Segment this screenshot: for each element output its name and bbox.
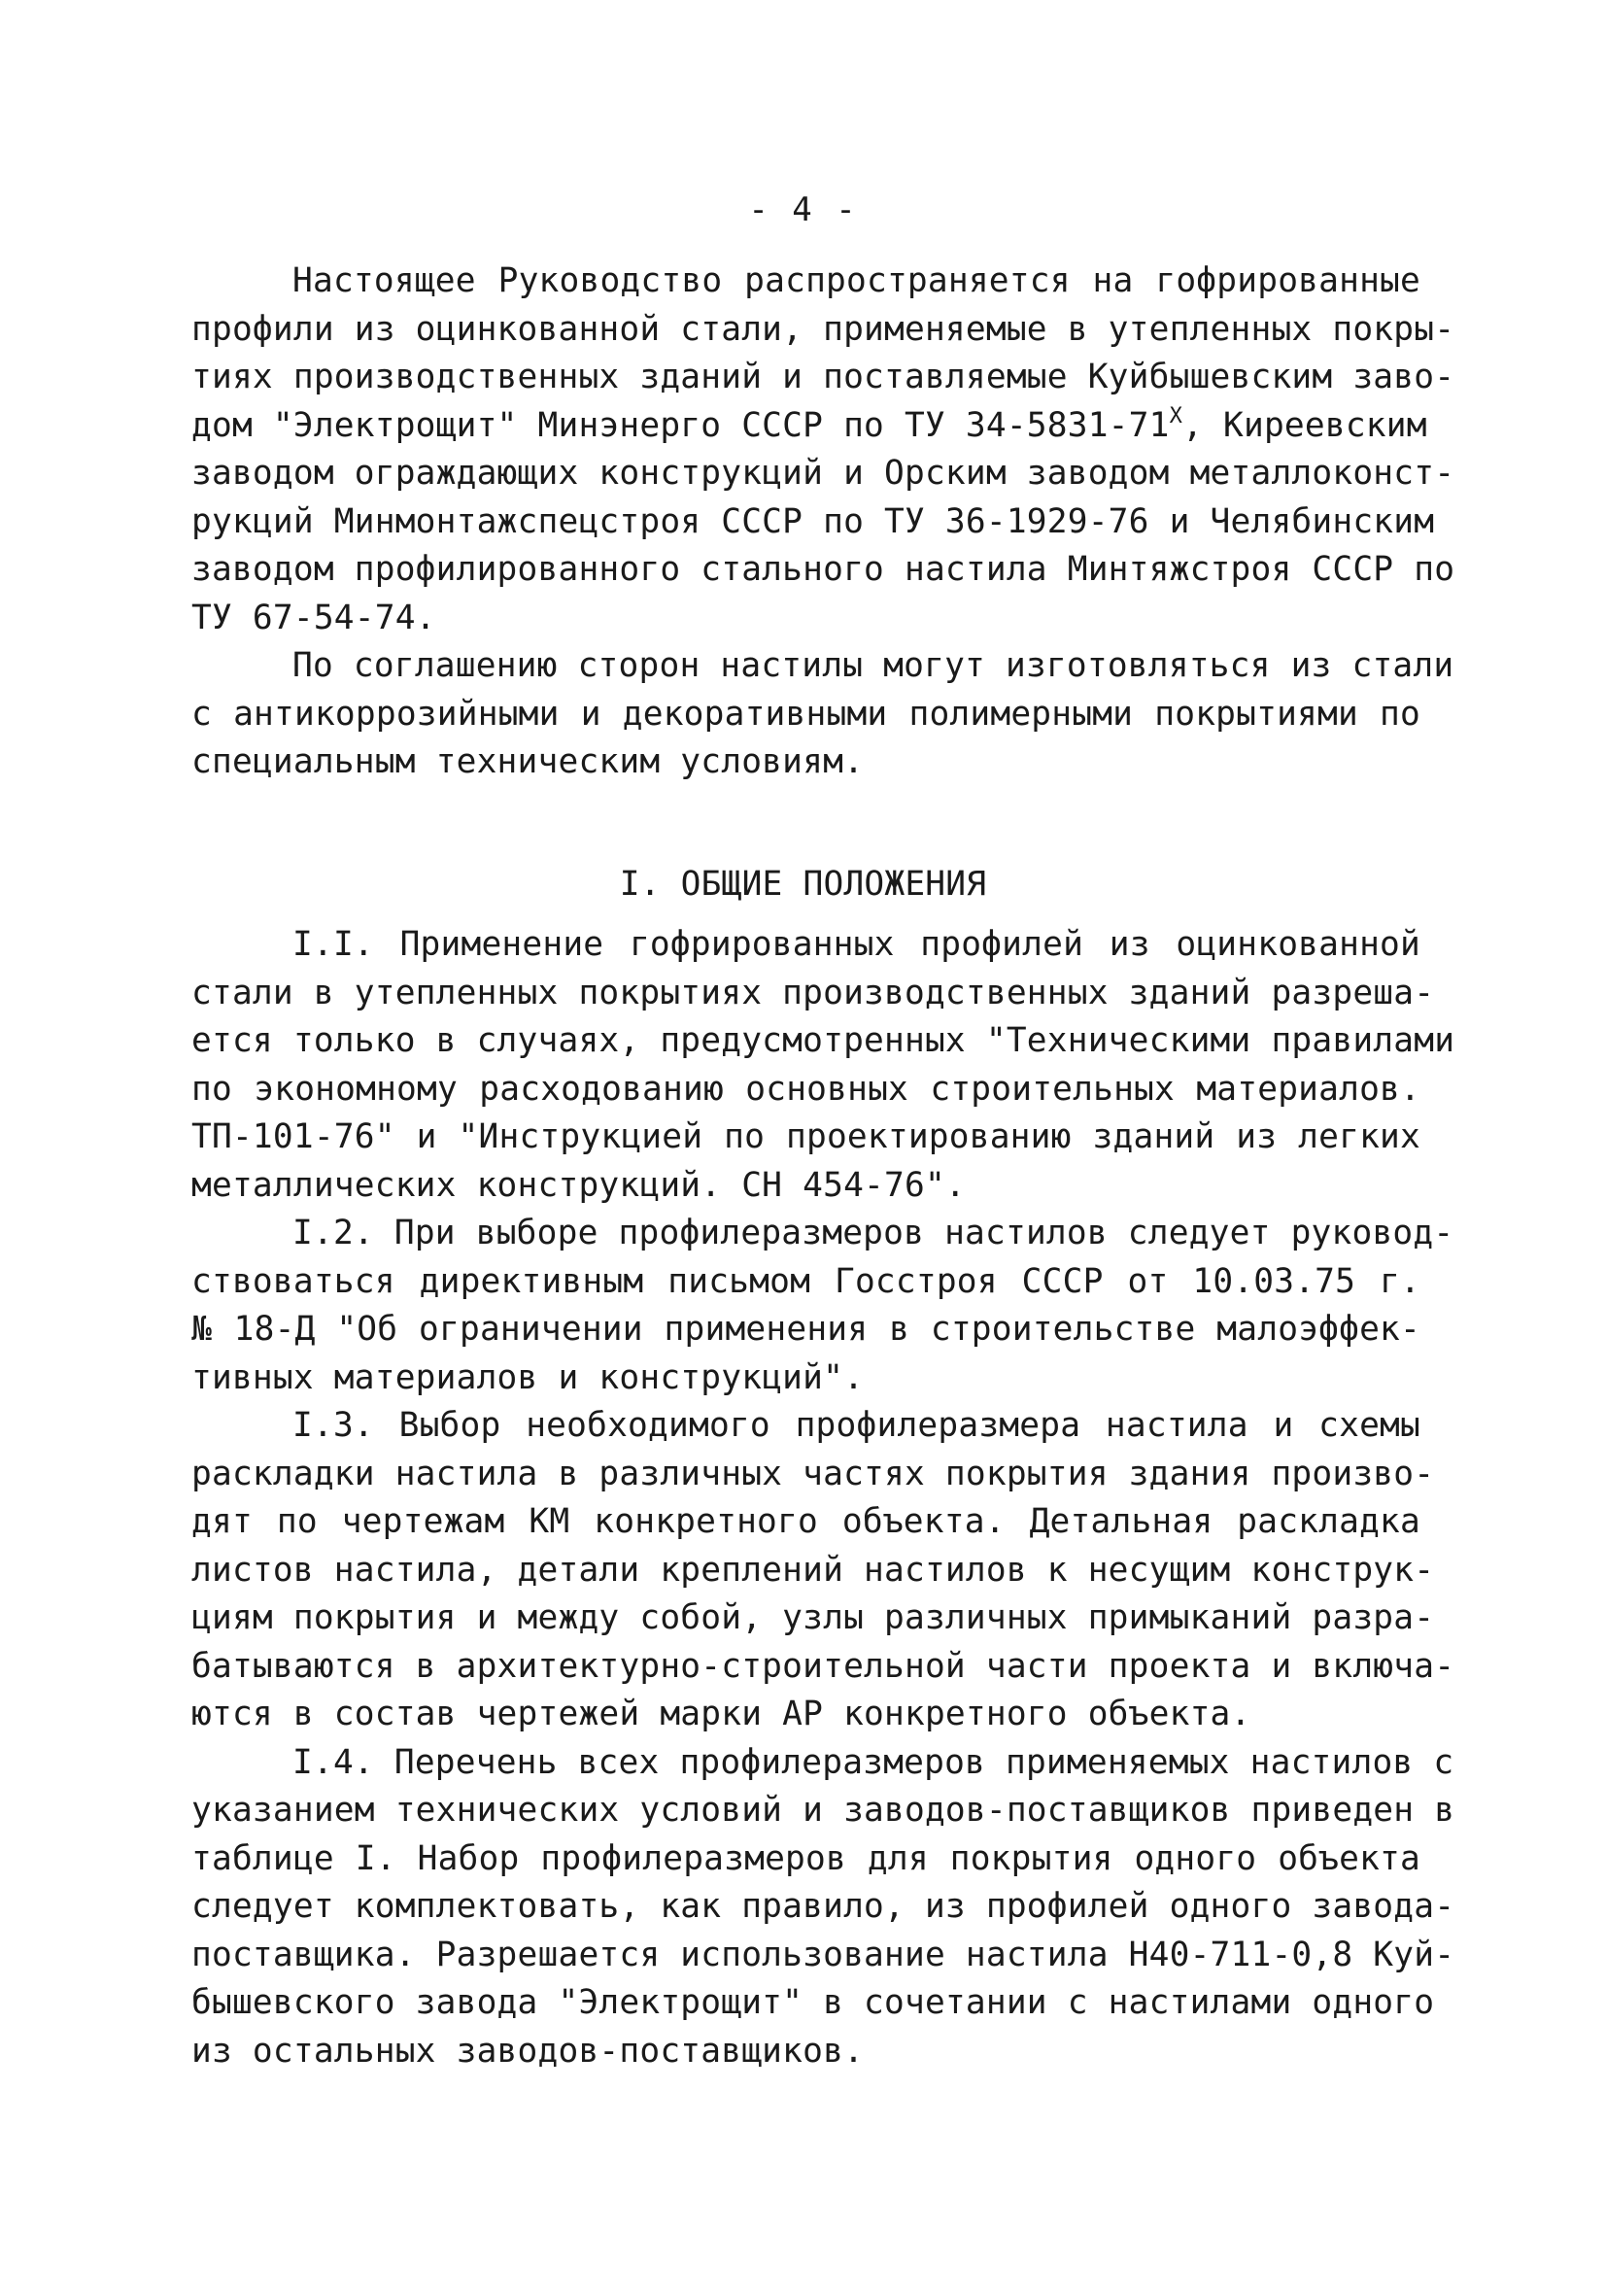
paragraph-line: I.2. При выборе профилеразмеров настилов следует руковод- [292,1214,1454,1252]
paragraph-line: ется только в случаях, предусмотренных "Техническими правилами [191,1021,1455,1060]
paragraph-line: ствоваться директивным письмом Госстроя СССР от 10.03.75 г. [191,1261,1420,1301]
intro-line: заводом профилированного стального настила Минтяжстроя СССР по [191,550,1455,589]
intro-line: профили из оцинкованной стали, применяемые в утепленных покры- [191,309,1455,349]
intro-line: Настоящее Руководство распространяется на гофрированные [292,261,1420,300]
paragraph-line: ТП-101-76" и "Инструкцией по проектированию зданий из легких [191,1117,1420,1156]
paragraph-line: следует комплектовать, как правило, из профилей одного завода- [191,1887,1455,1926]
intro-line: специальным техническим условиям. [191,742,865,781]
intro-line: с антикоррозийными и декоративными полимерными покрытиями по [191,694,1420,734]
paragraph-line: стали в утепленных покрытиях производственных зданий разреша- [191,973,1435,1012]
paragraph-line: I.4. Перечень всех профилеразмеров применяемых настилов с [292,1742,1454,1782]
paragraph-line: тивных материалов и конструкций". [191,1357,865,1397]
paragraph-line: раскладки настила в различных частях покрытия здания произво- [191,1454,1435,1493]
section-paragraphs [191,921,1455,2075]
paragraph-line: металлических конструкций. СН 454-76". [191,1165,966,1205]
intro-line: заводом ограждающих конструкций и Орским заводом металлоконст- [191,454,1455,493]
paragraph-line: таблице I. Набор профилеразмеров для покрытия одного объекта [191,1838,1420,1878]
intro-line-with-superscript [191,402,1427,451]
intro-line-text: дом "Электрощит" Минэнерго СССР по ТУ 34-5831-71 [191,405,1170,445]
paragraph-line: батываются в архитектурно-строительной части проекта и включа- [191,1646,1455,1686]
paragraph-line: ются в состав чертежей марки АР конкретного объекта. [191,1695,1251,1733]
intro-line-tail: , Киреевским [1182,405,1427,445]
paragraph-line: листов настила, детали креплений настилов к несущим конструк- [191,1550,1435,1590]
paragraph-line: циям покрытия и между собой, узлы различных примыканий разра- [191,1598,1435,1637]
paragraph-line: № 18-Д "Об ограничении применения в строительстве малоэффек- [191,1310,1420,1349]
section-heading: I. ОБЩИЕ ПОЛОЖЕНИЯ [619,865,987,904]
paragraph-line: указанием технических условий и заводов-поставщиков приведен в [191,1791,1455,1830]
paragraph-line: I.I. Применение гофрированных профилей из оцинкованной [292,925,1420,964]
intro-line: тиях производственных зданий и поставляемые Куйбышевским заво- [191,358,1455,396]
paragraph-line: по экономному расходованию основных строительных материалов. [191,1069,1420,1109]
superscript-mark: Х [1169,403,1183,428]
intro-line: рукций Минмонтажспецстроя СССР по ТУ 36-1929-76 и Челябинским [191,501,1435,541]
paragraph-line: I.3. Выбор необходимого профилеразмера настила и схемы [292,1406,1420,1445]
page-number: - 4 - [748,190,858,229]
intro-paragraphs [191,257,1455,787]
paragraph-line: из остальных заводов-поставщиков. [191,2031,865,2071]
intro-line: ТУ 67-54-74. [191,598,436,637]
paragraph-line: бышевского завода "Электрощит" в сочетании с настилами одного [191,1983,1435,2022]
intro-line: По соглашению сторон настилы могут изготовляться из стали [292,646,1454,685]
paragraph-line: поставщика. Разрешается использование настила Н40-711-0,8 Куй- [191,1935,1455,1974]
paragraph-line: дят по чертежам КМ конкретного объекта. Детальная раскладка [191,1502,1420,1541]
